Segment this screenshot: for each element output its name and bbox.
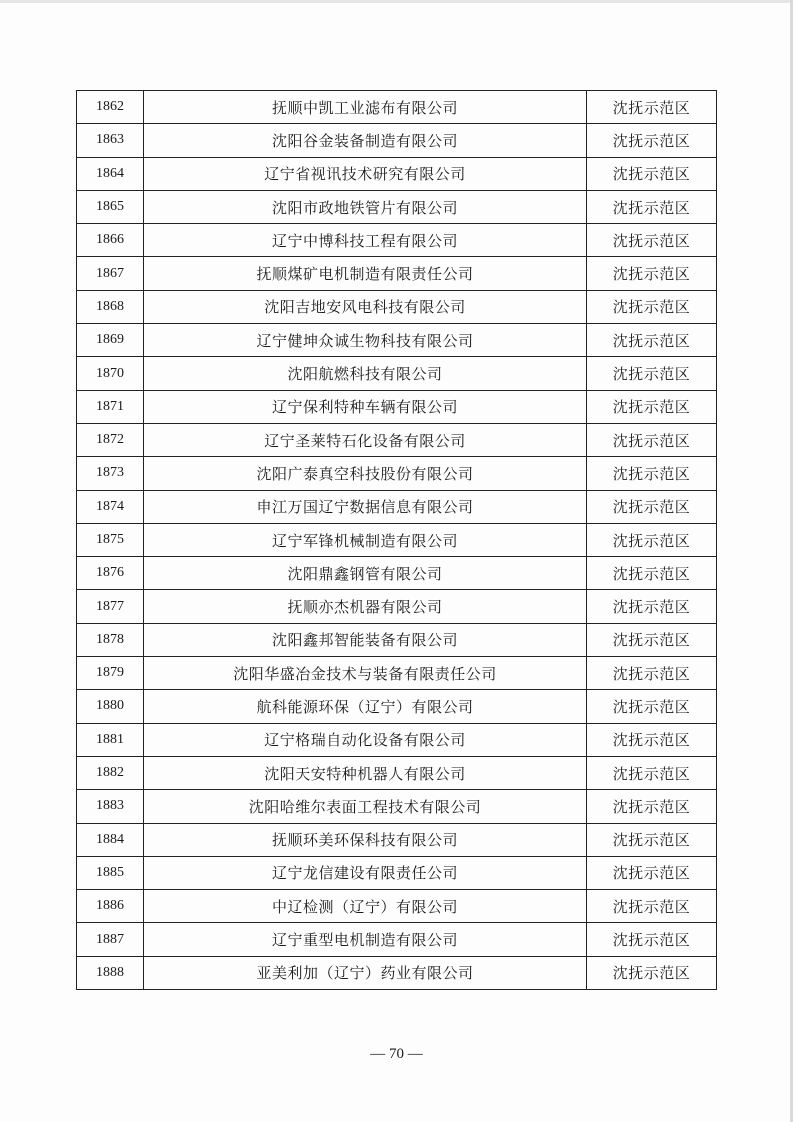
table-row <box>77 157 717 190</box>
row-number: 1875 <box>77 523 144 556</box>
company-name: 辽宁中博科技工程有限公司 <box>144 224 587 257</box>
company-name: 辽宁省视讯技术研究有限公司 <box>144 157 587 190</box>
company-name: 沈阳华盛冶金技术与装备有限责任公司 <box>144 657 587 690</box>
region-name: 沈抚示范区 <box>587 324 717 357</box>
table-row <box>77 590 717 623</box>
row-number: 1864 <box>77 157 144 190</box>
table-row <box>77 756 717 789</box>
table-row <box>77 423 717 456</box>
company-name: 沈阳哈维尔表面工程技术有限公司 <box>144 790 587 823</box>
table-row <box>77 557 717 590</box>
company-name: 辽宁龙信建设有限责任公司 <box>144 856 587 889</box>
row-number: 1878 <box>77 623 144 656</box>
company-name: 沈阳广泰真空科技股份有限公司 <box>144 457 587 490</box>
table-row <box>77 457 717 490</box>
table-row <box>77 890 717 923</box>
region-name: 沈抚示范区 <box>587 423 717 456</box>
table-row <box>77 657 717 690</box>
region-name: 沈抚示范区 <box>587 190 717 223</box>
row-number: 1886 <box>77 890 144 923</box>
region-name: 沈抚示范区 <box>587 756 717 789</box>
table-row <box>77 856 717 889</box>
row-number: 1862 <box>77 91 144 124</box>
company-name: 辽宁格瑞自动化设备有限公司 <box>144 723 587 756</box>
table-row <box>77 690 717 723</box>
company-name: 辽宁健坤众诚生物科技有限公司 <box>144 324 587 357</box>
company-name: 辽宁保利特种车辆有限公司 <box>144 390 587 423</box>
table-row <box>77 357 717 390</box>
table-row <box>77 124 717 157</box>
row-number: 1882 <box>77 756 144 789</box>
region-name: 沈抚示范区 <box>587 490 717 523</box>
company-table-body <box>77 91 717 990</box>
company-name: 申江万国辽宁数据信息有限公司 <box>144 490 587 523</box>
page-number: — 70 — <box>370 1046 423 1062</box>
company-name: 沈阳天安特种机器人有限公司 <box>144 756 587 789</box>
row-number: 1866 <box>77 224 144 257</box>
company-name: 辽宁重型电机制造有限公司 <box>144 923 587 956</box>
table-row <box>77 723 717 756</box>
region-name: 沈抚示范区 <box>587 124 717 157</box>
region-name: 沈抚示范区 <box>587 723 717 756</box>
row-number: 1869 <box>77 324 144 357</box>
region-name: 沈抚示范区 <box>587 590 717 623</box>
company-name: 沈阳航燃科技有限公司 <box>144 357 587 390</box>
scan-edge-top <box>0 0 793 3</box>
company-name: 亚美利加（辽宁）药业有限公司 <box>144 956 587 989</box>
row-number: 1883 <box>77 790 144 823</box>
row-number: 1873 <box>77 457 144 490</box>
company-name: 抚顺中凯工业滤布有限公司 <box>144 91 587 124</box>
company-name: 辽宁圣莱特石化设备有限公司 <box>144 423 587 456</box>
region-name: 沈抚示范区 <box>587 856 717 889</box>
company-name: 沈阳市政地铁管片有限公司 <box>144 190 587 223</box>
table-row <box>77 490 717 523</box>
region-name: 沈抚示范区 <box>587 657 717 690</box>
row-number: 1872 <box>77 423 144 456</box>
region-name: 沈抚示范区 <box>587 357 717 390</box>
row-number: 1885 <box>77 856 144 889</box>
row-number: 1884 <box>77 823 144 856</box>
region-name: 沈抚示范区 <box>587 257 717 290</box>
company-name: 抚顺煤矿电机制造有限责任公司 <box>144 257 587 290</box>
row-number: 1871 <box>77 390 144 423</box>
row-number: 1865 <box>77 190 144 223</box>
table-row <box>77 91 717 124</box>
region-name: 沈抚示范区 <box>587 790 717 823</box>
row-number: 1877 <box>77 590 144 623</box>
region-name: 沈抚示范区 <box>587 623 717 656</box>
table-row <box>77 257 717 290</box>
table-row <box>77 390 717 423</box>
company-name: 抚顺亦杰机器有限公司 <box>144 590 587 623</box>
region-name: 沈抚示范区 <box>587 523 717 556</box>
region-name: 沈抚示范区 <box>587 956 717 989</box>
region-name: 沈抚示范区 <box>587 823 717 856</box>
row-number: 1874 <box>77 490 144 523</box>
region-name: 沈抚示范区 <box>587 890 717 923</box>
company-name: 沈阳谷金装备制造有限公司 <box>144 124 587 157</box>
row-number: 1867 <box>77 257 144 290</box>
region-name: 沈抚示范区 <box>587 224 717 257</box>
company-name: 沈阳鑫邦智能装备有限公司 <box>144 623 587 656</box>
table-row <box>77 956 717 989</box>
table-row <box>77 190 717 223</box>
table-row <box>77 823 717 856</box>
row-number: 1880 <box>77 690 144 723</box>
row-number: 1879 <box>77 657 144 690</box>
row-number: 1870 <box>77 357 144 390</box>
table-row <box>77 790 717 823</box>
row-number: 1863 <box>77 124 144 157</box>
region-name: 沈抚示范区 <box>587 390 717 423</box>
row-number: 1881 <box>77 723 144 756</box>
table-row <box>77 923 717 956</box>
region-name: 沈抚示范区 <box>587 290 717 323</box>
region-name: 沈抚示范区 <box>587 91 717 124</box>
region-name: 沈抚示范区 <box>587 690 717 723</box>
company-name: 辽宁军锋机械制造有限公司 <box>144 523 587 556</box>
row-number: 1887 <box>77 923 144 956</box>
table-row <box>77 324 717 357</box>
region-name: 沈抚示范区 <box>587 923 717 956</box>
region-name: 沈抚示范区 <box>587 457 717 490</box>
region-name: 沈抚示范区 <box>587 557 717 590</box>
row-number: 1876 <box>77 557 144 590</box>
table-row <box>77 224 717 257</box>
table-row <box>77 623 717 656</box>
company-name: 沈阳吉地安风电科技有限公司 <box>144 290 587 323</box>
company-name: 中辽检测（辽宁）有限公司 <box>144 890 587 923</box>
company-name: 抚顺环美环保科技有限公司 <box>144 823 587 856</box>
company-name: 沈阳鼎鑫钢管有限公司 <box>144 557 587 590</box>
region-name: 沈抚示范区 <box>587 157 717 190</box>
row-number: 1888 <box>77 956 144 989</box>
table-row <box>77 523 717 556</box>
company-name: 航科能源环保（辽宁）有限公司 <box>144 690 587 723</box>
table-row <box>77 290 717 323</box>
row-number: 1868 <box>77 290 144 323</box>
company-table <box>76 90 717 990</box>
